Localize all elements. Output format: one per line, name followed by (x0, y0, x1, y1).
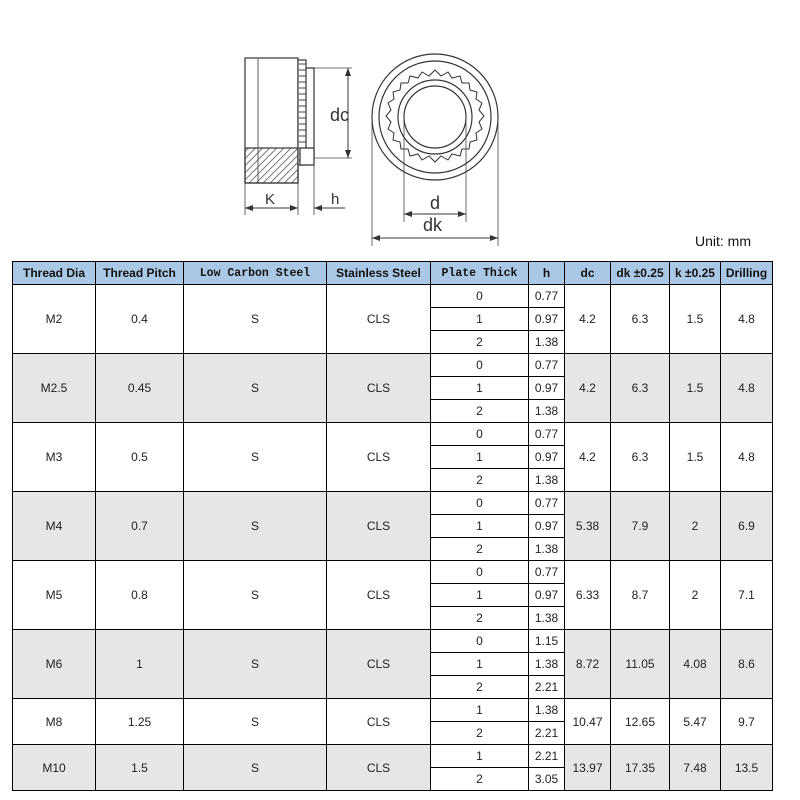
header-drilling: Drilling (721, 262, 773, 285)
h-cell: 1.15 (529, 630, 565, 653)
plate-thick-cell: 1 (431, 446, 529, 469)
dc-cell: 6.33 (565, 561, 611, 630)
plate-thick-cell: 1 (431, 745, 529, 768)
d-dim-label: d (430, 193, 441, 213)
plate-thick-cell: 1 (431, 308, 529, 331)
table-row (13, 630, 773, 653)
plate-thick-cell: 1 (431, 584, 529, 607)
low-carbon-cell: S (184, 354, 327, 423)
header-dk: dk ±0.25 (611, 262, 670, 285)
thread-pitch-cell: 1.5 (96, 745, 184, 791)
thread-dia-cell: M2.5 (13, 354, 96, 423)
stainless-cell: CLS (327, 492, 431, 561)
size-group-m3 (13, 423, 773, 492)
h-cell: 1.38 (529, 331, 565, 354)
spec-table (12, 261, 773, 791)
h-cell: 0.97 (529, 308, 565, 331)
nut-technical-drawing (0, 0, 800, 260)
plate-thick-cell: 1 (431, 377, 529, 400)
low-carbon-cell: S (184, 745, 327, 791)
h-cell: 0.97 (529, 446, 565, 469)
drilling-cell: 8.6 (721, 630, 773, 699)
thread-pitch-cell: 1 (96, 630, 184, 699)
thread-dia-cell: M10 (13, 745, 96, 791)
plate-thick-cell: 0 (431, 561, 529, 584)
stainless-cell: CLS (327, 354, 431, 423)
k-cell: 2 (670, 492, 721, 561)
h-cell: 0.77 (529, 285, 565, 308)
drilling-cell: 4.8 (721, 285, 773, 354)
h-cell: 0.97 (529, 377, 565, 400)
table-row (13, 354, 773, 377)
plate-thick-cell: 2 (431, 538, 529, 561)
thread-dia-cell: M6 (13, 630, 96, 699)
table-row (13, 561, 773, 584)
h-cell: 1.38 (529, 400, 565, 423)
header-k: k ±0.25 (670, 262, 721, 285)
size-group-m5 (13, 561, 773, 630)
low-carbon-cell: S (184, 630, 327, 699)
h-cell: 0.77 (529, 561, 565, 584)
stainless-cell: CLS (327, 423, 431, 492)
header-thread-dia: Thread Dia (13, 262, 96, 285)
low-carbon-cell: S (184, 423, 327, 492)
header-thread-pitch: Thread Pitch (96, 262, 184, 285)
plate-thick-cell: 2 (431, 722, 529, 745)
h-cell: 1.38 (529, 538, 565, 561)
stainless-cell: CLS (327, 630, 431, 699)
drilling-cell: 4.8 (721, 354, 773, 423)
dc-cell: 4.2 (565, 354, 611, 423)
drilling-cell: 6.9 (721, 492, 773, 561)
h-cell: 0.77 (529, 354, 565, 377)
dc-cell: 5.38 (565, 492, 611, 561)
thread-dia-cell: M8 (13, 699, 96, 745)
dc-cell: 13.97 (565, 745, 611, 791)
table-header-row (13, 262, 773, 285)
thread-pitch-cell: 0.5 (96, 423, 184, 492)
thread-dia-cell: M4 (13, 492, 96, 561)
plate-thick-cell: 0 (431, 492, 529, 515)
h-dim-label: h (331, 191, 340, 208)
size-group-m4 (13, 492, 773, 561)
header-h: h (529, 262, 565, 285)
dk-cell: 12.65 (611, 699, 670, 745)
drilling-cell: 4.8 (721, 423, 773, 492)
dk-dim-label: dk (423, 215, 443, 235)
h-cell: 0.97 (529, 584, 565, 607)
dc-cell: 4.2 (565, 285, 611, 354)
table-row (13, 423, 773, 446)
h-cell: 0.77 (529, 423, 565, 446)
plate-thick-cell: 1 (431, 653, 529, 676)
stainless-cell: CLS (327, 561, 431, 630)
plate-thick-cell: 2 (431, 607, 529, 630)
dk-cell: 6.3 (611, 354, 670, 423)
header-low-carbon-steel: Low Carbon Steel (184, 262, 327, 285)
plate-thick-cell: 2 (431, 331, 529, 354)
stainless-cell: CLS (327, 745, 431, 791)
thread-dia-cell: M3 (13, 423, 96, 492)
h-cell: 2.21 (529, 745, 565, 768)
plate-thick-cell: 1 (431, 515, 529, 538)
thread-pitch-cell: 0.8 (96, 561, 184, 630)
plate-thick-cell: 2 (431, 768, 529, 791)
thread-pitch-cell: 0.7 (96, 492, 184, 561)
plate-thick-cell: 2 (431, 676, 529, 699)
table-row (13, 492, 773, 515)
size-group-m2 (13, 285, 773, 354)
dk-cell: 17.35 (611, 745, 670, 791)
dk-cell: 7.9 (611, 492, 670, 561)
plate-thick-cell: 2 (431, 400, 529, 423)
drilling-cell: 9.7 (721, 699, 773, 745)
thread-dia-cell: M5 (13, 561, 96, 630)
unit-label: Unit: mm (695, 233, 751, 249)
plate-thick-cell: 0 (431, 630, 529, 653)
drilling-cell: 7.1 (721, 561, 773, 630)
k-cell: 7.48 (670, 745, 721, 791)
k-cell: 1.5 (670, 285, 721, 354)
size-group-m10 (13, 745, 773, 791)
plate-thick-cell: 0 (431, 285, 529, 308)
h-cell: 3.05 (529, 768, 565, 791)
size-group-m6 (13, 630, 773, 699)
low-carbon-cell: S (184, 561, 327, 630)
header-stainless-steel: Stainless Steel (327, 262, 431, 285)
dk-cell: 11.05 (611, 630, 670, 699)
table-row (13, 745, 773, 768)
stainless-cell: CLS (327, 699, 431, 745)
dc-cell: 4.2 (565, 423, 611, 492)
k-cell: 1.5 (670, 423, 721, 492)
thread-pitch-cell: 1.25 (96, 699, 184, 745)
k-cell: 2 (670, 561, 721, 630)
dc-dim-label: dc (330, 105, 350, 125)
h-cell: 1.38 (529, 607, 565, 630)
drilling-cell: 13.5 (721, 745, 773, 791)
dk-cell: 6.3 (611, 285, 670, 354)
dk-cell: 6.3 (611, 423, 670, 492)
h-cell: 1.38 (529, 699, 565, 722)
h-cell: 0.77 (529, 492, 565, 515)
size-group-m8 (13, 699, 773, 745)
size-group-m2-5 (13, 354, 773, 423)
header-plate-thick: Plate Thick (431, 262, 529, 285)
k-dim-label: K (265, 191, 276, 208)
thread-pitch-cell: 0.4 (96, 285, 184, 354)
header-dc: dc (565, 262, 611, 285)
thread-pitch-cell: 0.45 (96, 354, 184, 423)
h-cell: 2.21 (529, 676, 565, 699)
k-cell: 1.5 (670, 354, 721, 423)
k-cell: 5.47 (670, 699, 721, 745)
dc-cell: 10.47 (565, 699, 611, 745)
stainless-cell: CLS (327, 285, 431, 354)
h-cell: 1.38 (529, 469, 565, 492)
low-carbon-cell: S (184, 492, 327, 561)
thread-dia-cell: M2 (13, 285, 96, 354)
k-cell: 4.08 (670, 630, 721, 699)
low-carbon-cell: S (184, 699, 327, 745)
dc-cell: 8.72 (565, 630, 611, 699)
h-cell: 2.21 (529, 722, 565, 745)
plate-thick-cell: 2 (431, 469, 529, 492)
table-row (13, 285, 773, 308)
h-cell: 1.38 (529, 653, 565, 676)
plate-thick-cell: 1 (431, 699, 529, 722)
low-carbon-cell: S (184, 285, 327, 354)
plate-thick-cell: 0 (431, 354, 529, 377)
table-row (13, 699, 773, 722)
dk-cell: 8.7 (611, 561, 670, 630)
plate-thick-cell: 0 (431, 423, 529, 446)
h-cell: 0.97 (529, 515, 565, 538)
